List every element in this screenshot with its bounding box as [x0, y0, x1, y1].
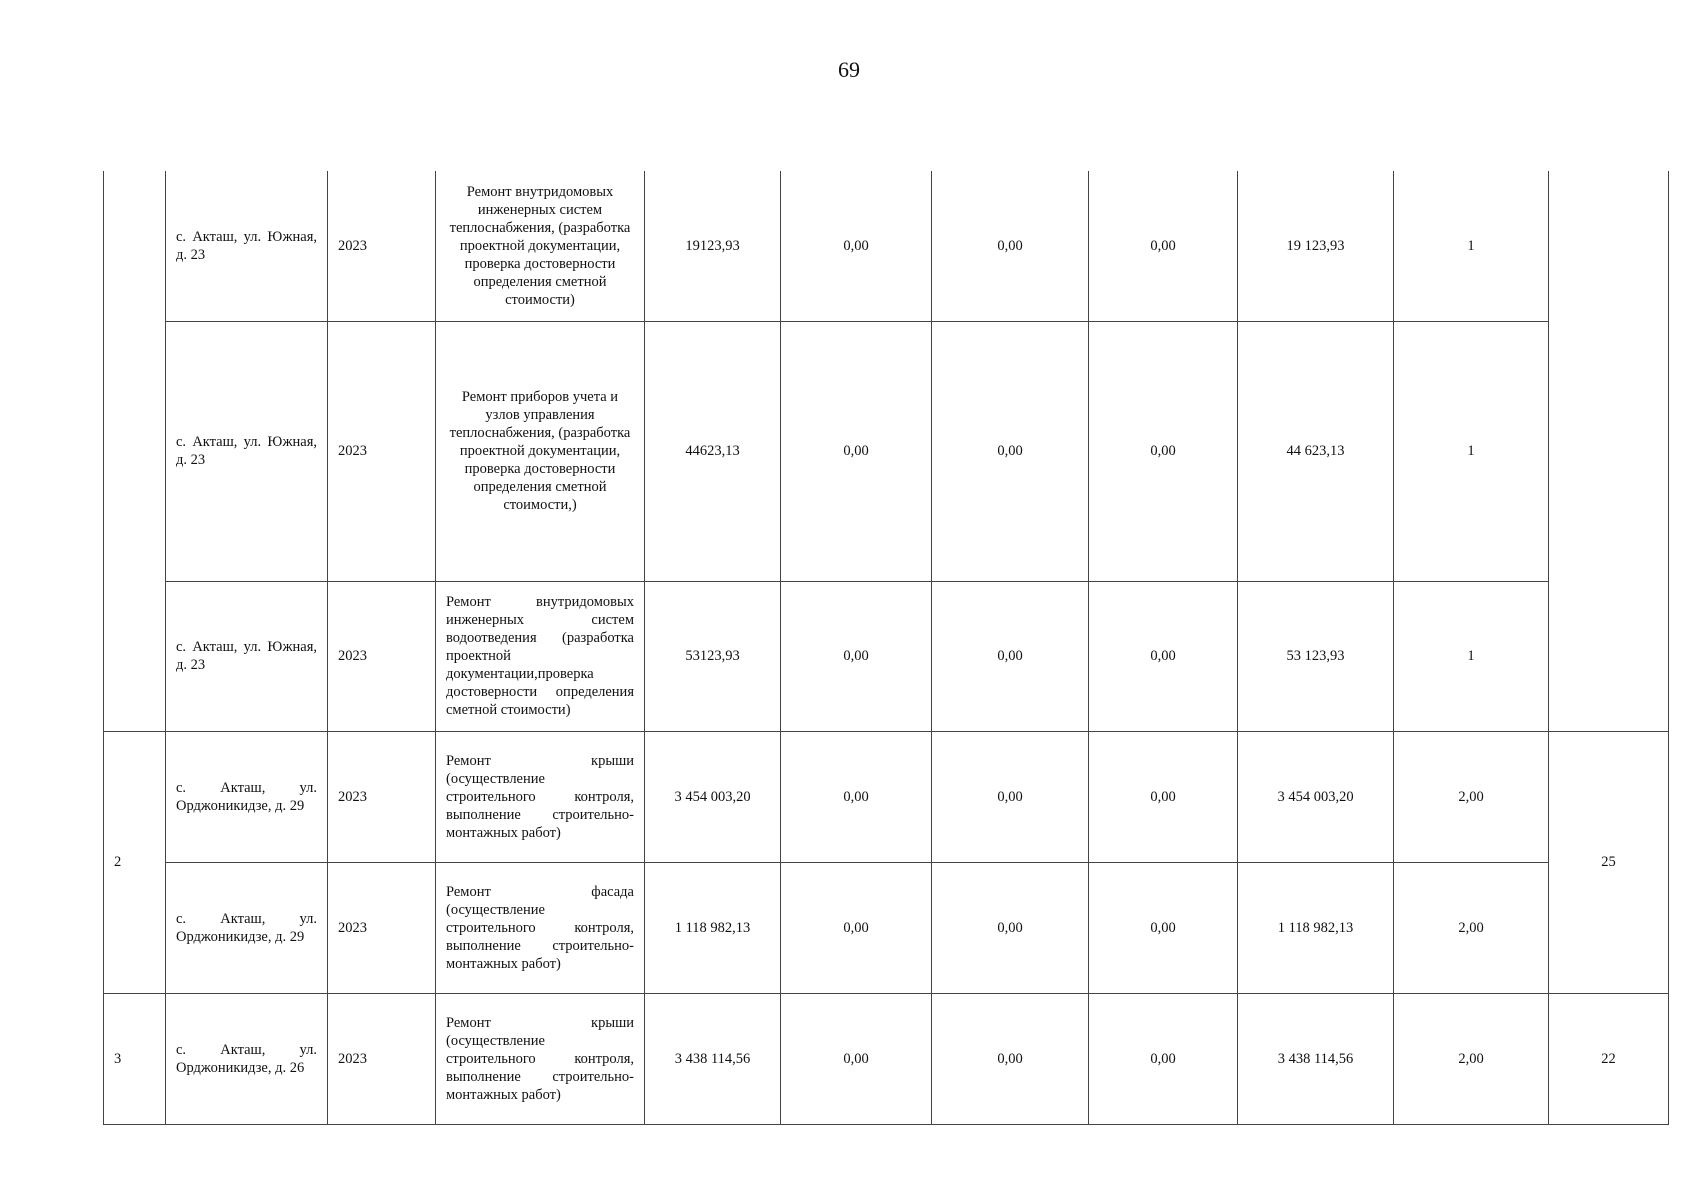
work-description-cell: Ремонт крыши (осуществление строительного контроля, выполнение строительно-монтажных работ): [436, 993, 645, 1124]
table-row: [104, 993, 1669, 1124]
address-cell: с. Акташ, ул. Орджоникидзе, д. 26: [166, 993, 328, 1124]
address-cell: с. Акташ, ул. Южная, д. 23: [166, 171, 328, 321]
row-number-cell: 2: [104, 731, 166, 993]
quantity-cell: 2,00: [1394, 993, 1549, 1124]
work-description-cell: Ремонт крыши (осуществление строительного контроля, выполнение строительно-монтажных работ): [436, 731, 645, 862]
cost-cell: 0,00: [932, 993, 1089, 1124]
cost-cell: 0,00: [781, 321, 932, 581]
cost-cell: 0,00: [1089, 321, 1238, 581]
cost-cell: 0,00: [781, 171, 932, 321]
table-row: [104, 321, 1669, 581]
page-number: 69: [838, 57, 860, 82]
cost-cell: 0,00: [932, 171, 1089, 321]
year-cell: 2023: [328, 731, 436, 862]
sum-cell: 53 123,93: [1238, 581, 1394, 731]
address-cell: с. Акташ, ул. Южная, д. 23: [166, 321, 328, 581]
quantity-cell: 2,00: [1394, 862, 1549, 993]
year-cell: 2023: [328, 862, 436, 993]
quantity-cell: 1: [1394, 321, 1549, 581]
address-cell: с. Акташ, ул. Орджоникидзе, д. 29: [166, 731, 328, 862]
sum-cell: 44 623,13: [1238, 321, 1394, 581]
total-cost-cell: 3 438 114,56: [645, 993, 781, 1124]
last-column-cell: 25: [1549, 731, 1669, 993]
sum-cell: 3 438 114,56: [1238, 993, 1394, 1124]
cost-cell: 0,00: [932, 321, 1089, 581]
cost-cell: 0,00: [932, 862, 1089, 993]
cost-cell: 0,00: [932, 581, 1089, 731]
cost-cell: 0,00: [932, 731, 1089, 862]
work-description-cell: Ремонт фасада (осуществление строительного контроля, выполнение строительно-монтажных работ): [436, 862, 645, 993]
quantity-cell: 2,00: [1394, 731, 1549, 862]
year-cell: 2023: [328, 581, 436, 731]
cost-cell: 0,00: [1089, 581, 1238, 731]
table-row: [104, 581, 1669, 731]
table-row: [104, 862, 1669, 993]
quantity-cell: 1: [1394, 581, 1549, 731]
work-description-cell: Ремонт внутридомовых инженерных систем водоотведения (разработка проектной документации,проверка достоверности определения сметной стоимости): [436, 581, 645, 731]
quantity-cell: 1: [1394, 171, 1549, 321]
year-cell: 2023: [328, 993, 436, 1124]
row-number-cell: [104, 171, 166, 731]
total-cost-cell: 44623,13: [645, 321, 781, 581]
cost-cell: 0,00: [1089, 862, 1238, 993]
total-cost-cell: 53123,93: [645, 581, 781, 731]
address-cell: с. Акташ, ул. Орджоникидзе, д. 29: [166, 862, 328, 993]
sum-cell: 1 118 982,13: [1238, 862, 1394, 993]
year-cell: 2023: [328, 321, 436, 581]
row-number-cell: 3: [104, 993, 166, 1124]
total-cost-cell: 19123,93: [645, 171, 781, 321]
cost-cell: 0,00: [1089, 993, 1238, 1124]
work-description-cell: Ремонт приборов учета и узлов управления теплоснабжения, (разработка проектной документации, проверка достоверности определения сметной стоимости,): [436, 321, 645, 581]
cost-cell: 0,00: [781, 731, 932, 862]
work-description-cell: Ремонт внутридомовых инженерных систем теплоснабжения, (разработка проектной документации, проверка достоверности определения сметной стоимости): [436, 171, 645, 321]
cost-cell: 0,00: [1089, 171, 1238, 321]
year-cell: 2023: [328, 171, 436, 321]
sum-cell: 3 454 003,20: [1238, 731, 1394, 862]
cost-cell: 0,00: [781, 862, 932, 993]
cost-cell: 0,00: [1089, 731, 1238, 862]
cost-cell: 0,00: [781, 993, 932, 1124]
table-row: [104, 171, 1669, 321]
total-cost-cell: 1 118 982,13: [645, 862, 781, 993]
last-column-cell: [1549, 171, 1669, 731]
sum-cell: 19 123,93: [1238, 171, 1394, 321]
repair-register-table: [103, 171, 1669, 1125]
total-cost-cell: 3 454 003,20: [645, 731, 781, 862]
table-row: [104, 731, 1669, 862]
last-column-cell: 22: [1549, 993, 1669, 1124]
cost-cell: 0,00: [781, 581, 932, 731]
address-cell: с. Акташ, ул. Южная, д. 23: [166, 581, 328, 731]
